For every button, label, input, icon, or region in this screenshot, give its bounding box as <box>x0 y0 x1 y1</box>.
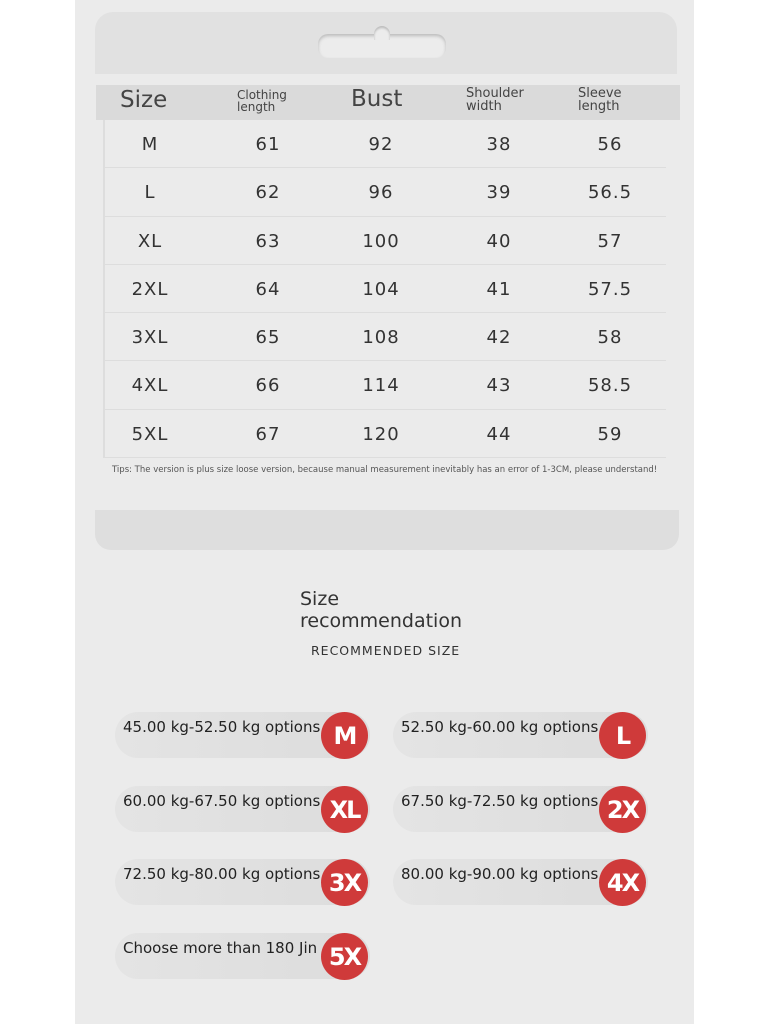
recommendation-item <box>115 859 370 905</box>
recommendation-title: Size recommendation <box>300 588 463 632</box>
table-header <box>96 85 680 120</box>
table-cell: 64 <box>255 278 281 300</box>
table-row <box>105 265 666 313</box>
weight-range: 72.50 kg-80.00 kg options <box>123 865 321 883</box>
size-badge: L <box>599 712 646 759</box>
table-cell: 114 <box>362 375 400 397</box>
table-cell: 63 <box>255 230 281 252</box>
table-cell: 67 <box>255 423 281 445</box>
table-cell: 59 <box>597 423 623 445</box>
weight-range: 67.50 kg-72.50 kg options <box>401 792 599 810</box>
weight-range: 52.50 kg-60.00 kg options <box>401 718 599 736</box>
table-cell: 96 <box>368 182 394 204</box>
table-cell: 108 <box>362 327 400 349</box>
table-cell: 39 <box>486 182 512 204</box>
table-row <box>105 168 666 216</box>
table-row <box>105 120 666 168</box>
weight-range: Choose more than 180 Jin <box>123 939 318 957</box>
table-cell: L <box>144 182 156 204</box>
table-row <box>105 410 666 458</box>
table-cell: XL <box>137 230 163 252</box>
hanger-tab <box>95 12 677 74</box>
table-cell: 44 <box>486 423 512 445</box>
table-cell: 4XL <box>131 375 169 397</box>
weight-range: 60.00 kg-67.50 kg options <box>123 792 321 810</box>
size-badge: 4X <box>599 859 646 906</box>
table-cell: 3XL <box>131 327 169 349</box>
recommendation-item <box>393 859 648 905</box>
table-cell: 2XL <box>131 278 169 300</box>
header-size: Size <box>120 87 168 113</box>
table-cell: 56 <box>597 134 623 155</box>
table-cell: 42 <box>486 327 512 349</box>
tips-text: Tips: The version is plus size loose version, because manual measurement inevitably has an error of 1-3CM, please understand! <box>112 465 658 475</box>
size-badge: M <box>321 712 368 759</box>
size-badge: XL <box>321 786 368 833</box>
weight-range: 80.00 kg-90.00 kg options <box>401 865 599 883</box>
hanger-slot <box>318 34 446 58</box>
table-cell: 61 <box>255 134 281 155</box>
table-cell: 120 <box>362 423 400 445</box>
table-row <box>105 217 666 265</box>
table-cell: 40 <box>486 230 512 252</box>
table-cell: 92 <box>368 134 394 155</box>
recommendation-item <box>393 786 648 832</box>
recommendation-subtitle: RECOMMENDED SIZE <box>311 643 461 658</box>
table-cell: 41 <box>486 278 512 300</box>
recommendation-item <box>115 933 370 979</box>
table-cell: 100 <box>362 230 400 252</box>
table-cell: 43 <box>486 375 512 397</box>
header-sleeve-length: Sleeve length <box>578 86 622 114</box>
size-table-body <box>103 120 666 458</box>
table-cell: 5XL <box>131 423 169 445</box>
divider-bar <box>95 510 679 550</box>
table-cell: 56.5 <box>587 182 633 204</box>
table-cell: 38 <box>486 134 512 155</box>
header-bust: Bust <box>351 86 403 112</box>
size-badge: 3X <box>321 859 368 906</box>
header-shoulder-width: Shoulder width <box>466 86 524 114</box>
table-cell: 58 <box>597 327 623 349</box>
table-cell: 57 <box>597 230 623 252</box>
table-cell: 66 <box>255 375 281 397</box>
size-badge: 5X <box>321 933 368 980</box>
recommendation-item <box>115 712 370 758</box>
size-badge: 2X <box>599 786 646 833</box>
header-clothing-length: Clothing length <box>237 88 287 114</box>
table-cell: 58.5 <box>587 375 633 397</box>
table-cell: 104 <box>362 278 400 300</box>
table-row <box>105 313 666 361</box>
table-row <box>105 361 666 409</box>
table-cell: 57.5 <box>587 278 633 300</box>
recommendation-item <box>393 712 648 758</box>
recommendation-item <box>115 786 370 832</box>
weight-range: 45.00 kg-52.50 kg options <box>123 718 321 736</box>
table-cell: M <box>141 134 159 155</box>
table-cell: 62 <box>255 182 281 204</box>
table-cell: 65 <box>255 327 281 349</box>
